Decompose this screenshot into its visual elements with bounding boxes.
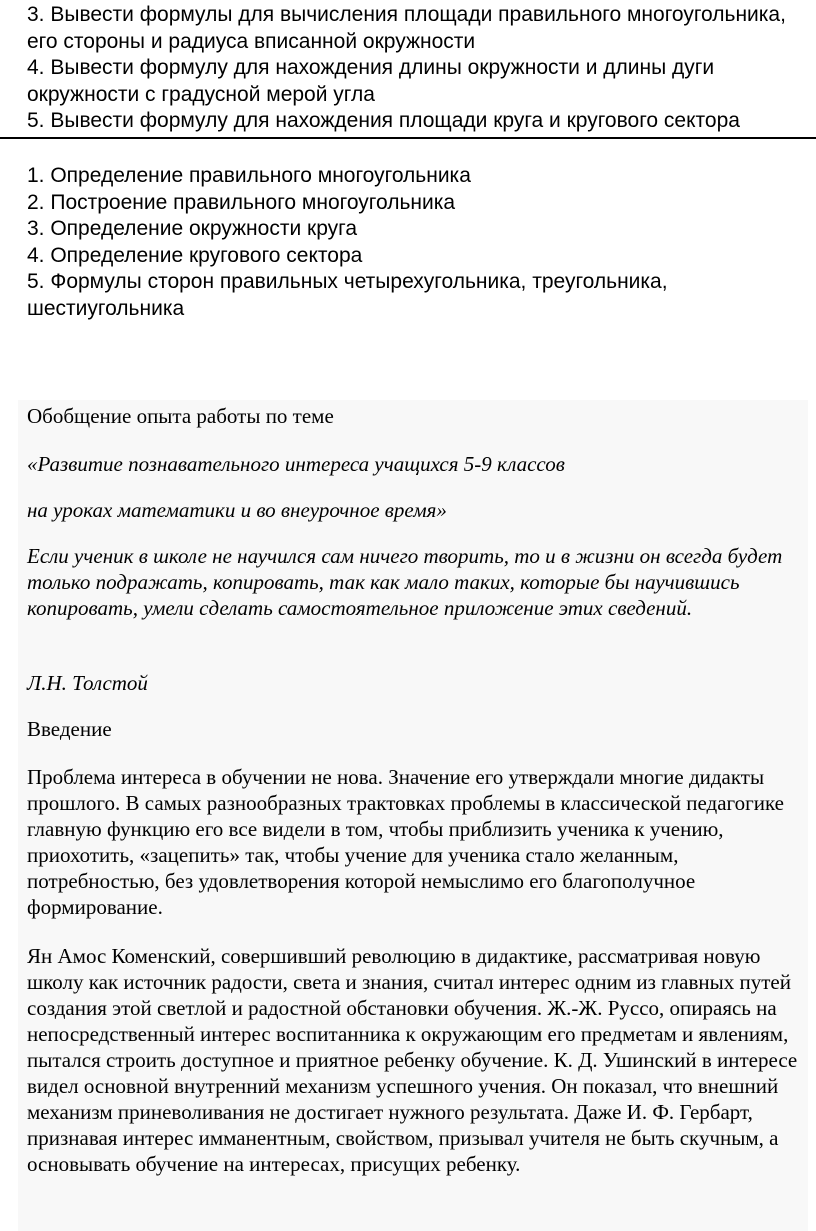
topic-item: 5. Формулы сторон правильных четырехугольника, треугольника, шестиугольника bbox=[27, 270, 668, 320]
objective-item: 4. Вывести формулу для нахождения длины окружности и длины дуги окружности с градусной мерой угла bbox=[27, 56, 715, 106]
objective-item: 3. Вывести формулы для вычисления площади правильного многоугольника, его стороны и радиуса вписанной окружности bbox=[27, 3, 786, 53]
topic-item: 3. Определение окружности круга bbox=[27, 217, 358, 240]
epigraph-author: Л.Н. Толстой bbox=[27, 671, 148, 695]
article-subtitle-line1: «Развитие познавательного интереса учащихся 5-9 классов bbox=[27, 452, 565, 476]
topic-item: 2. Построение правильного многоугольника bbox=[27, 190, 456, 214]
topic-item: 1. Определение правильного многоугольника bbox=[27, 164, 471, 187]
article-heading: Обобщение опыта работы по теме bbox=[27, 404, 334, 428]
section-title: Введение bbox=[27, 717, 112, 741]
article-subtitle-line2: на уроках математики и во внеурочное время» bbox=[27, 498, 447, 522]
paragraph-1: Проблема интереса в обучении не нова. Значение его утверждали многие дидакты прошлого. В самых разнообразных трактовках проблемы в классической педагогике главную функцию его все видели в том, чтобы приблизить ученика к учению, приохотить, «зацепить» так, чтобы учение для ученика стало желанным, потребностью, без удовлетворения которой немыслимо его благополучное формирование. bbox=[27, 765, 784, 919]
objective-item: 5. Вывести формулу для нахождения площади круга и кругового сектора bbox=[27, 109, 740, 132]
epigraph: Если ученик в школе не научился сам ничего творить, то и в жизни он всегда будет только подражать, копировать, так как мало таких, которые бы научившись копировать, умели сделать самостоятельное приложение этих сведений. bbox=[27, 544, 783, 620]
topics-list bbox=[27, 163, 812, 322]
topic-item: 4. Определение кругового сектора bbox=[27, 243, 363, 267]
objectives-list bbox=[27, 2, 812, 135]
paragraph-2: Ян Амос Коменский, совершивший революцию в дидактике, рассматривая новую школу как источник радости, света и знания, считал интерес одним из главных путей создания этой светлой и радостной обстановки обучения. Ж.-Ж. Руссо, опираясь на непосредственный интерес воспитанника к окружающим его предметам и явлениям, пытался строить доступное и приятное ребенку обучение. К. Д. Ушинский в интересе видел основной внутренний механизм успешного учения. Он показал, что внешний механизм приневоливания не достигает нужного результата. Даже И. Ф. Гербарт, признавая интерес имманентным, свойством, призывал учителя не быть скучным, а основывать обучение на интересах, присущих ребенку. bbox=[27, 944, 798, 1176]
horizontal-divider bbox=[0, 137, 816, 139]
